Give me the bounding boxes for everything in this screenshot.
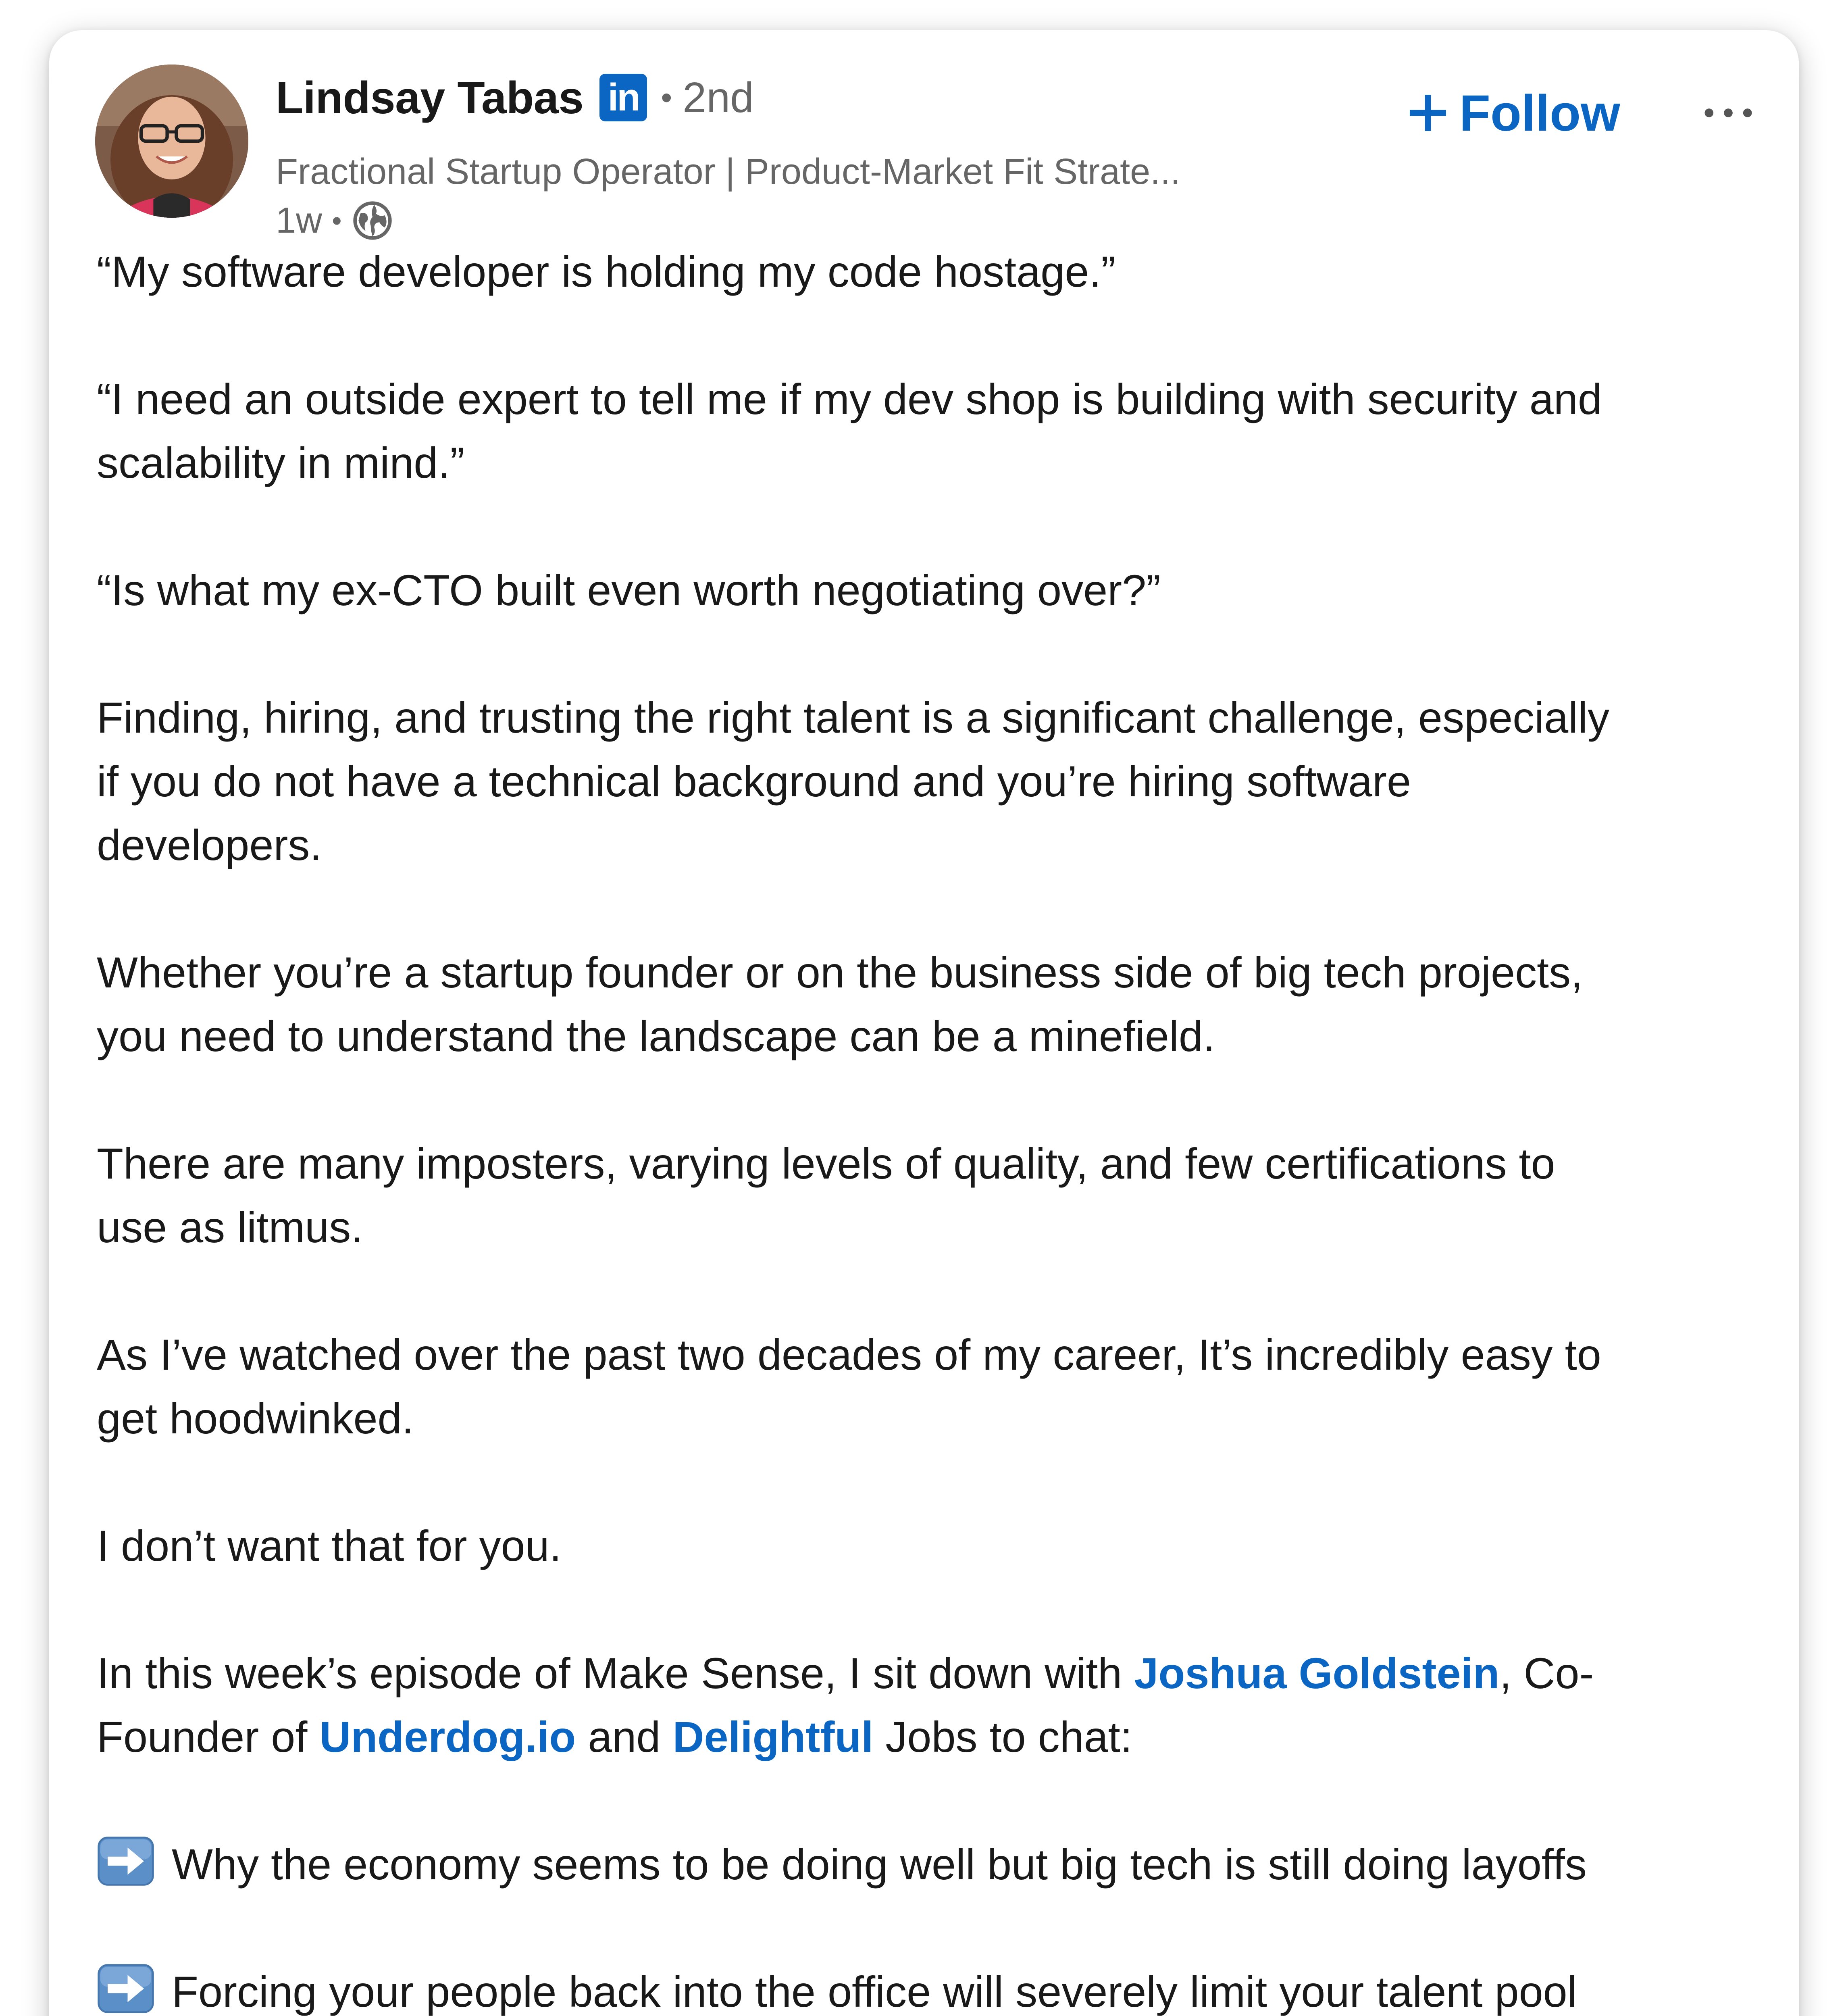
author-headline: Fractional Startup Operator | Product-Market Fit Strate... [276,152,1181,192]
bullet-text: Why the economy seems to be doing well but big tech is still doing layoffs [172,1840,1587,1889]
globe-icon [352,200,393,242]
bullet-item [97,1833,1798,1896]
post-text: use as litmus. [97,1203,363,1252]
post-body [97,240,1798,2016]
avatar[interactable] [95,65,248,218]
post-paragraph [97,941,1798,1068]
post-meta [276,200,393,242]
post-text: if you do not have a technical background and you’re hiring software [97,757,1411,806]
post-text: , Co- [1499,1649,1594,1697]
post-paragraph [97,686,1798,877]
post-paragraph [97,240,1798,304]
post-text: Jobs to chat: [873,1712,1132,1761]
bullet-item [97,1960,1798,2016]
linkedin-badge-icon [599,74,647,121]
post-text: scalability in mind.” [97,438,465,487]
post-paragraph [97,1132,1798,1259]
follow-label: Follow [1459,84,1620,142]
separator-dot: • [332,205,342,236]
post-time: 1w [276,200,323,241]
post-text: There are many imposters, varying levels of quality, and few certifications to [97,1139,1555,1188]
post-text: “Is what my ex-CTO built even worth negotiating over?” [97,566,1161,614]
mention-underdog-io[interactable]: Underdog.io [319,1712,576,1761]
follow-button[interactable] [1408,83,1620,143]
post-text: Founder of [97,1712,320,1761]
post-paragraph [97,1514,1798,1578]
post-paragraph [97,367,1798,495]
right-arrow-icon [97,1836,155,1887]
post-card [49,30,1799,2016]
post-paragraph [97,1641,1798,1769]
post-text: and [576,1712,673,1761]
post-text: As I’ve watched over the past two decades of my career, It’s incredibly easy to [97,1330,1601,1379]
more-options-button[interactable] [1694,89,1763,137]
post-text: you need to understand the landscape can be a minefield. [97,1012,1215,1060]
post-text: “I need an outside expert to tell me if my dev shop is building with security and [97,375,1602,423]
bullet-text: Forcing your people back into the office will severely limit your talent pool [172,1967,1577,2016]
post-text: developers. [97,821,322,869]
connection-degree: 2nd [683,73,754,121]
post-paragraph [97,1323,1798,1450]
author-line [276,67,754,128]
more-options-icon [1702,105,1754,121]
post-paragraph [97,558,1798,622]
separator-dot: • [661,79,672,115]
right-arrow-icon [97,1963,155,2014]
post-text: Finding, hiring, and trusting the right talent is a significant challenge, especially [97,693,1610,742]
linkedin-badge-text: in [608,76,639,119]
post-text: “My software developer is holding my code hostage.” [97,247,1116,296]
plus-icon [1408,93,1459,133]
post-text: In this week’s episode of Make Sense, I sit down with [97,1649,1134,1697]
mention-delightful[interactable]: Delightful [672,1712,874,1761]
post-text: I don’t want that for you. [97,1521,562,1570]
post-text: Whether you’re a startup founder or on the business side of big tech projects, [97,948,1583,997]
mention-joshua-goldstein[interactable]: Joshua Goldstein [1134,1649,1500,1697]
post-text: get hoodwinked. [97,1394,414,1443]
author-name[interactable]: Lindsay Tabas [276,72,584,123]
